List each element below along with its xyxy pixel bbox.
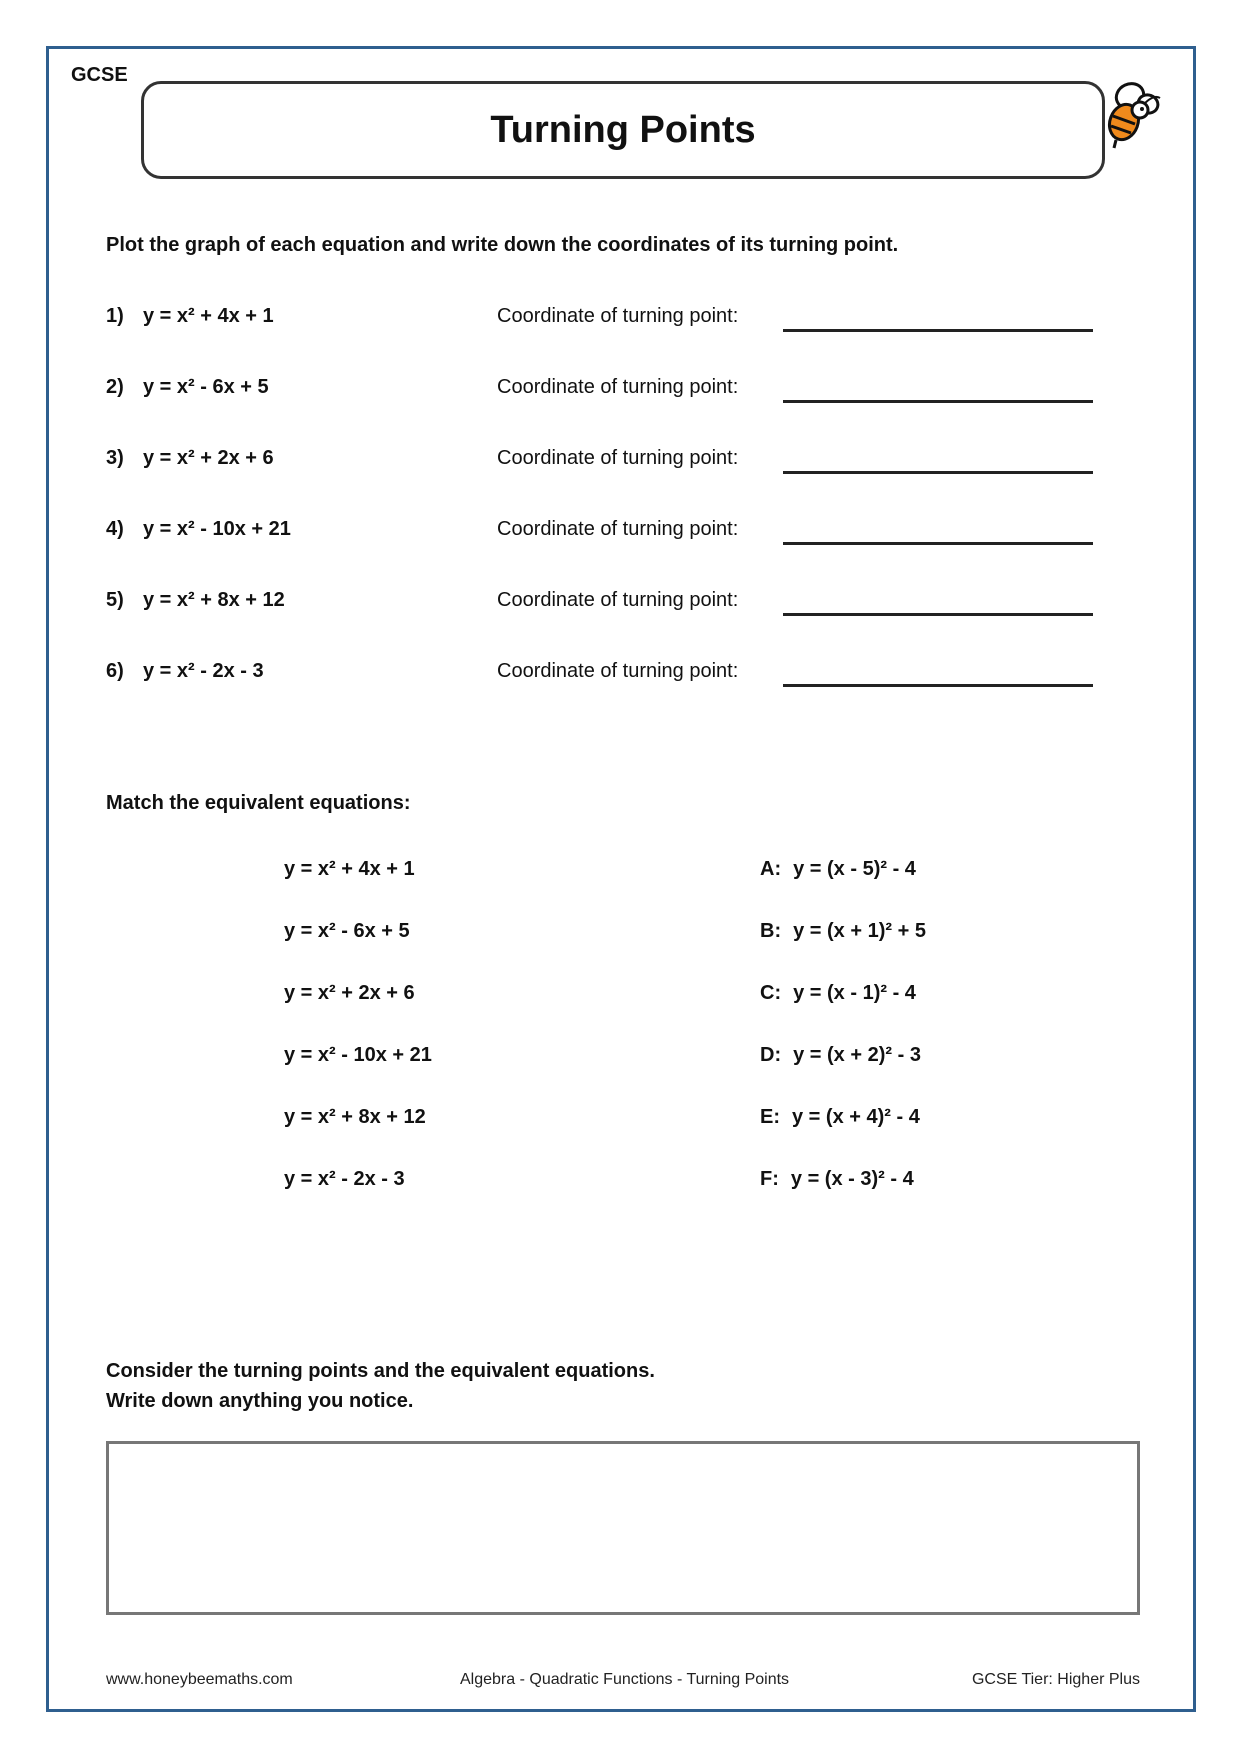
option-letter: F: — [760, 1168, 779, 1190]
answer-line[interactable] — [783, 329, 1093, 332]
turning-point-prompt: Coordinate of turning point: — [497, 518, 739, 540]
answer-line[interactable] — [783, 684, 1093, 687]
part3-instruction-line2: Write down anything you notice. — [106, 1390, 414, 1412]
question-number: 1) — [106, 305, 124, 327]
footer-website: www.honeybeemaths.com — [106, 1671, 293, 1688]
question-equation: y = x² - 6x + 5 — [143, 376, 269, 398]
match-right-option — [760, 1044, 921, 1067]
question-equation: y = x² - 10x + 21 — [143, 518, 291, 540]
question-equation: y = x² + 8x + 12 — [143, 589, 285, 611]
question-equation: y = x² - 2x - 3 — [143, 660, 264, 682]
match-right-option — [760, 920, 926, 943]
match-right-option — [760, 982, 916, 1005]
match-right-option — [760, 1106, 920, 1129]
option-equation: y = (x + 1)² + 5 — [793, 920, 926, 942]
turning-point-prompt: Coordinate of turning point: — [497, 376, 739, 398]
option-equation: y = (x - 3)² - 4 — [790, 1168, 914, 1190]
question-number: 5) — [106, 589, 124, 611]
part1-instruction: Plot the graph of each equation and write down the coordinates of its turning point. — [106, 234, 899, 256]
option-letter: A: — [760, 858, 782, 880]
option-letter: E: — [760, 1106, 780, 1128]
turning-point-prompt: Coordinate of turning point: — [497, 305, 739, 327]
honeybee-icon — [1088, 76, 1168, 156]
question-equation: y = x² + 4x + 1 — [143, 305, 274, 327]
option-letter: C: — [760, 982, 782, 1004]
question-number: 3) — [106, 447, 124, 469]
question-row — [106, 518, 1106, 548]
footer-tier: GCSE Tier: Higher Plus — [971, 1671, 1140, 1688]
footer-topic: Algebra - Quadratic Functions - Turning Points — [460, 1671, 790, 1688]
option-letter: B: — [760, 920, 782, 942]
option-equation: y = (x + 2)² - 3 — [793, 1044, 921, 1066]
title-banner — [141, 81, 1105, 179]
question-number: 4) — [106, 518, 124, 540]
notice-answer-box[interactable] — [106, 1441, 1140, 1615]
question-row — [106, 660, 1106, 690]
match-left-equation: y = x² - 2x - 3 — [284, 1168, 405, 1190]
answer-line[interactable] — [783, 613, 1093, 616]
turning-point-prompt: Coordinate of turning point: — [497, 660, 739, 682]
question-equation: y = x² + 2x + 6 — [143, 447, 274, 469]
match-left-equation: y = x² - 10x + 21 — [284, 1044, 432, 1066]
match-left-equation: y = x² + 4x + 1 — [284, 858, 415, 880]
question-number: 2) — [106, 376, 124, 398]
option-equation: y = (x + 4)² - 4 — [792, 1106, 920, 1128]
turning-point-prompt: Coordinate of turning point: — [497, 447, 739, 469]
answer-line[interactable] — [783, 471, 1093, 474]
part2-instruction: Match the equivalent equations: — [106, 792, 411, 814]
match-right-option — [760, 1168, 914, 1191]
level-label: GCSE — [71, 64, 128, 86]
option-equation: y = (x - 1)² - 4 — [793, 982, 916, 1004]
match-left-equation: y = x² + 2x + 6 — [284, 982, 415, 1004]
answer-line[interactable] — [783, 400, 1093, 403]
part3-instruction-line1: Consider the turning points and the equivalent equations. — [106, 1360, 655, 1382]
option-letter: D: — [760, 1044, 782, 1066]
answer-line[interactable] — [783, 542, 1093, 545]
question-number: 6) — [106, 660, 124, 682]
turning-point-prompt: Coordinate of turning point: — [497, 589, 739, 611]
question-row — [106, 376, 1106, 406]
question-row — [106, 589, 1106, 619]
match-left-equation: y = x² + 8x + 12 — [284, 1106, 426, 1128]
question-row — [106, 305, 1106, 335]
match-left-equation: y = x² - 6x + 5 — [284, 920, 410, 942]
question-row — [106, 447, 1106, 477]
option-equation: y = (x - 5)² - 4 — [793, 858, 916, 880]
page-title: Turning Points — [490, 108, 756, 151]
match-right-option — [760, 858, 916, 881]
